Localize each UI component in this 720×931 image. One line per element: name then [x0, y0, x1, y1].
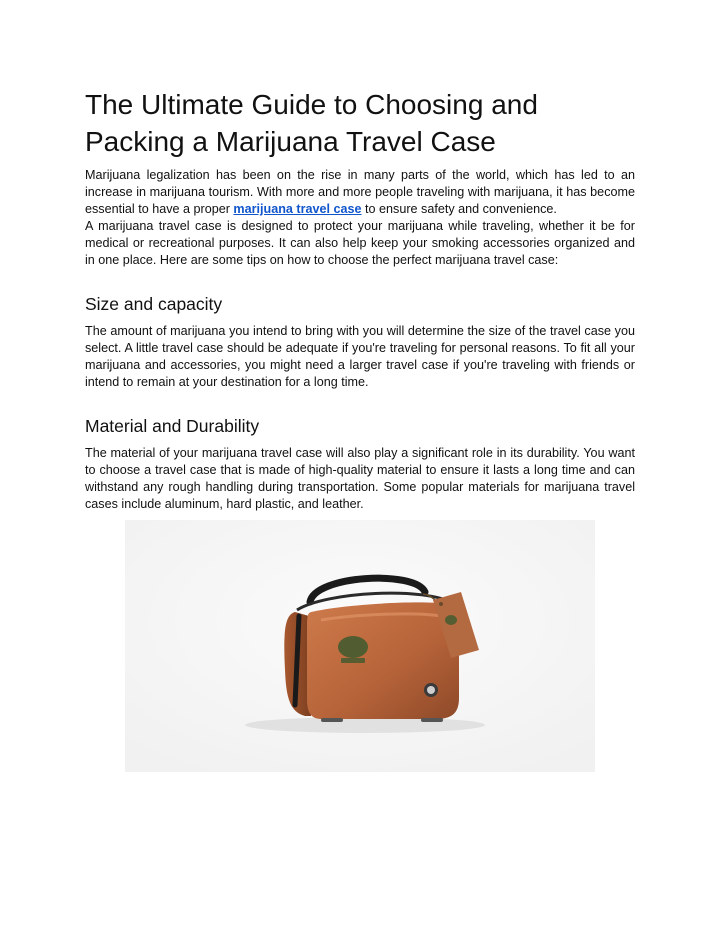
- travel-case-photo: [125, 520, 595, 772]
- intro-text-after-link: to ensure safety and convenience.: [361, 202, 557, 216]
- section-heading: Size and capacity: [85, 294, 223, 314]
- page-title: The Ultimate Guide to Choosing and Packing a Marijuana Travel Case: [85, 89, 538, 157]
- section-paragraph: The amount of marijuana you intend to bring with you will determine the size of the travel case you select. A little travel case should be adequate if you're traveling for personal reasons. To fit all your marijuana and accessories, you might need a larger travel case if you're traveling with friends or intend to remain at your destination for a long time.: [85, 324, 635, 389]
- intro-section: [85, 167, 635, 269]
- buffalo-logo-icon: [338, 636, 368, 663]
- case-lock-icon: [424, 683, 438, 697]
- section-size-capacity-body: [85, 323, 635, 391]
- section-paragraph: The material of your marijuana travel case will also play a significant role in its durability. You want to choose a travel case that is made of high-quality material to ensure it lasts a long time and can withstand any rough handling during transportation. Some popular materials for marijuana travel cases include aluminum, hard plastic, and leather.: [85, 446, 635, 511]
- marijuana-travel-case-link[interactable]: marijuana travel case: [233, 202, 362, 216]
- travel-case-illustration: [125, 520, 595, 772]
- intro-text-before-link: Marijuana legalization has been on the rise in many parts of the world, which has led to an increase in marijuana tourism. With more and more people traveling with marijuana, it has become essential to have a proper: [85, 168, 635, 216]
- section-size-capacity: [85, 293, 635, 315]
- section-material-durability-body: [85, 445, 635, 513]
- section-heading: Material and Durability: [85, 416, 260, 436]
- section-material-durability: [85, 415, 635, 437]
- intro-paragraph-1: [85, 167, 635, 218]
- intro-paragraph-2: A marijuana travel case is designed to protect your marijuana while traveling, whether it be for medical or recreational purposes. It can also help keep your smoking accessories organized and in one place. Here are some tips on how to choose the perfect marijuana travel case:: [85, 219, 635, 267]
